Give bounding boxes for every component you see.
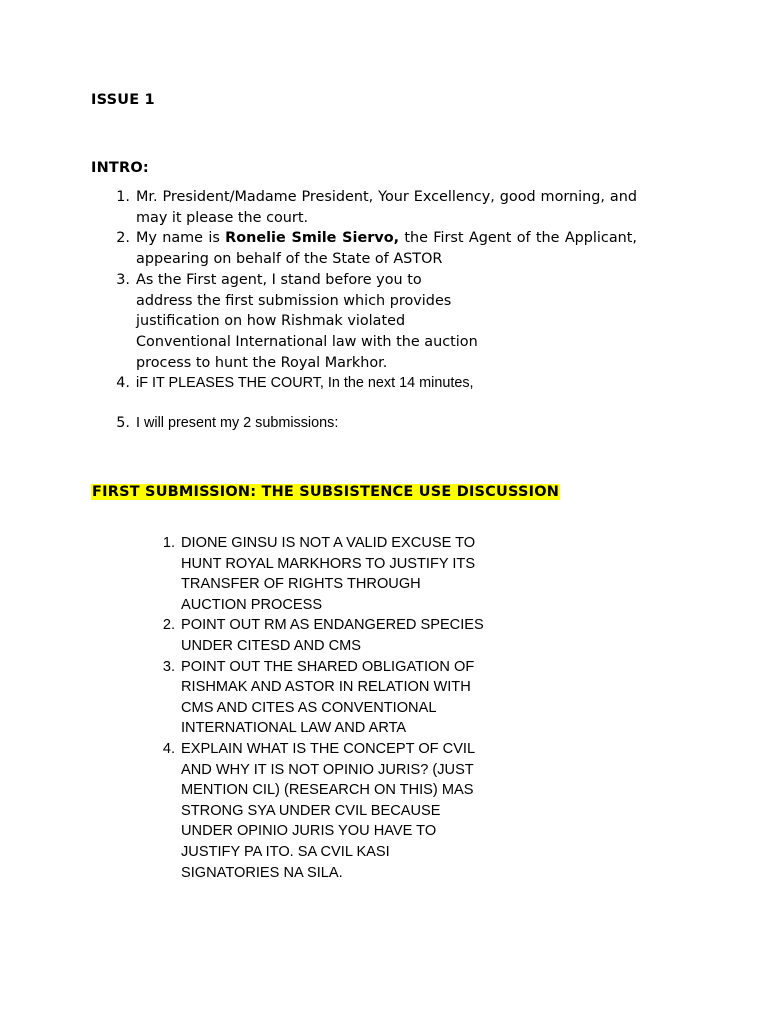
list-item bbox=[116, 228, 637, 269]
list-item bbox=[116, 373, 637, 394]
list-item bbox=[116, 413, 637, 434]
list-number: 2. bbox=[162, 617, 175, 634]
list-item-text-post: the First Agent of the Applicant, appearing on behalf of the State of ASTOR bbox=[136, 230, 637, 268]
list-item bbox=[162, 657, 501, 739]
list-number: 4. bbox=[162, 740, 175, 757]
list-line: HUNT ROYAL MARKHORS TO JUSTIFY ITS bbox=[181, 555, 476, 572]
list-line: TRANSFER OF RIGHTS THROUGH bbox=[181, 576, 421, 593]
list-line: DIONE GINSU IS NOT A VALID EXCUSE TO bbox=[181, 535, 476, 551]
list-line: AND WHY IT IS NOT OPINIO JURIS? (JUST bbox=[181, 761, 474, 778]
list-item-text: I will present my 2 submissions: bbox=[136, 415, 339, 432]
list-number: 1. bbox=[116, 189, 130, 205]
list-line: justification on how Rishmak violated bbox=[136, 313, 406, 330]
submission-list bbox=[162, 533, 501, 883]
agent-name: Ronelie Smile Siervo, bbox=[225, 230, 400, 247]
list-item bbox=[162, 533, 501, 615]
list-number: 3. bbox=[116, 271, 130, 288]
list-number: 1. bbox=[162, 535, 175, 551]
list-line: AUCTION PROCESS bbox=[181, 596, 323, 613]
list-line: UNDER OPINIO JURIS YOU HAVE TO bbox=[181, 823, 437, 840]
list-item bbox=[162, 739, 501, 883]
first-submission-heading: FIRST SUBMISSION: THE SUBSISTENCE USE DISCUSSION bbox=[92, 484, 560, 500]
list-line: CMS AND CITES AS CONVENTIONAL bbox=[181, 699, 437, 716]
list-number: 5. bbox=[116, 415, 130, 432]
list-line: address the first submission which provides bbox=[136, 292, 452, 309]
list-line: EXPLAIN WHAT IS THE CONCEPT OF CVIL bbox=[181, 740, 476, 757]
intro-heading: INTRO: bbox=[91, 160, 149, 176]
list-item-text: Mr. President/Madame President, Your Excellency, good morning, and may it please the court. bbox=[136, 189, 637, 226]
list-line: UNDER CITESD AND CMS bbox=[181, 637, 362, 654]
list-line: INTERNATIONAL LAW AND ARTA bbox=[181, 720, 407, 737]
list-line: POINT OUT RM AS ENDANGERED SPECIES bbox=[181, 617, 484, 634]
intro-list bbox=[116, 187, 637, 434]
list-line: SIGNATORIES NA SILA. bbox=[181, 864, 343, 881]
list-line: RISHMAK AND ASTOR IN RELATION WITH bbox=[181, 679, 471, 696]
list-line: JUSTIFY PA ITO. SA CVIL KASI bbox=[181, 843, 390, 860]
list-item-text-pre: My name is bbox=[136, 230, 226, 247]
list-line: STRONG SYA UNDER CVIL BECAUSE bbox=[181, 802, 441, 819]
list-item-text: iF IT PLEASES THE COURT, In the next 14 minutes, bbox=[136, 375, 474, 392]
list-line: Conventional International law with the auction bbox=[136, 333, 478, 350]
list-line: POINT OUT THE SHARED OBLIGATION OF bbox=[181, 658, 475, 675]
list-number: 2. bbox=[116, 230, 130, 247]
list-item bbox=[162, 615, 501, 656]
list-number: 3. bbox=[162, 658, 175, 675]
list-item bbox=[116, 187, 637, 228]
list-line: As the First agent, I stand before you to bbox=[136, 271, 422, 288]
issue-heading: ISSUE 1 bbox=[91, 92, 155, 108]
list-line: MENTION CIL) (RESEARCH ON THIS) MAS bbox=[181, 782, 474, 799]
list-line: process to hunt the Royal Markhor. bbox=[136, 354, 388, 371]
list-item bbox=[116, 270, 637, 374]
list-number: 4. bbox=[116, 375, 130, 392]
